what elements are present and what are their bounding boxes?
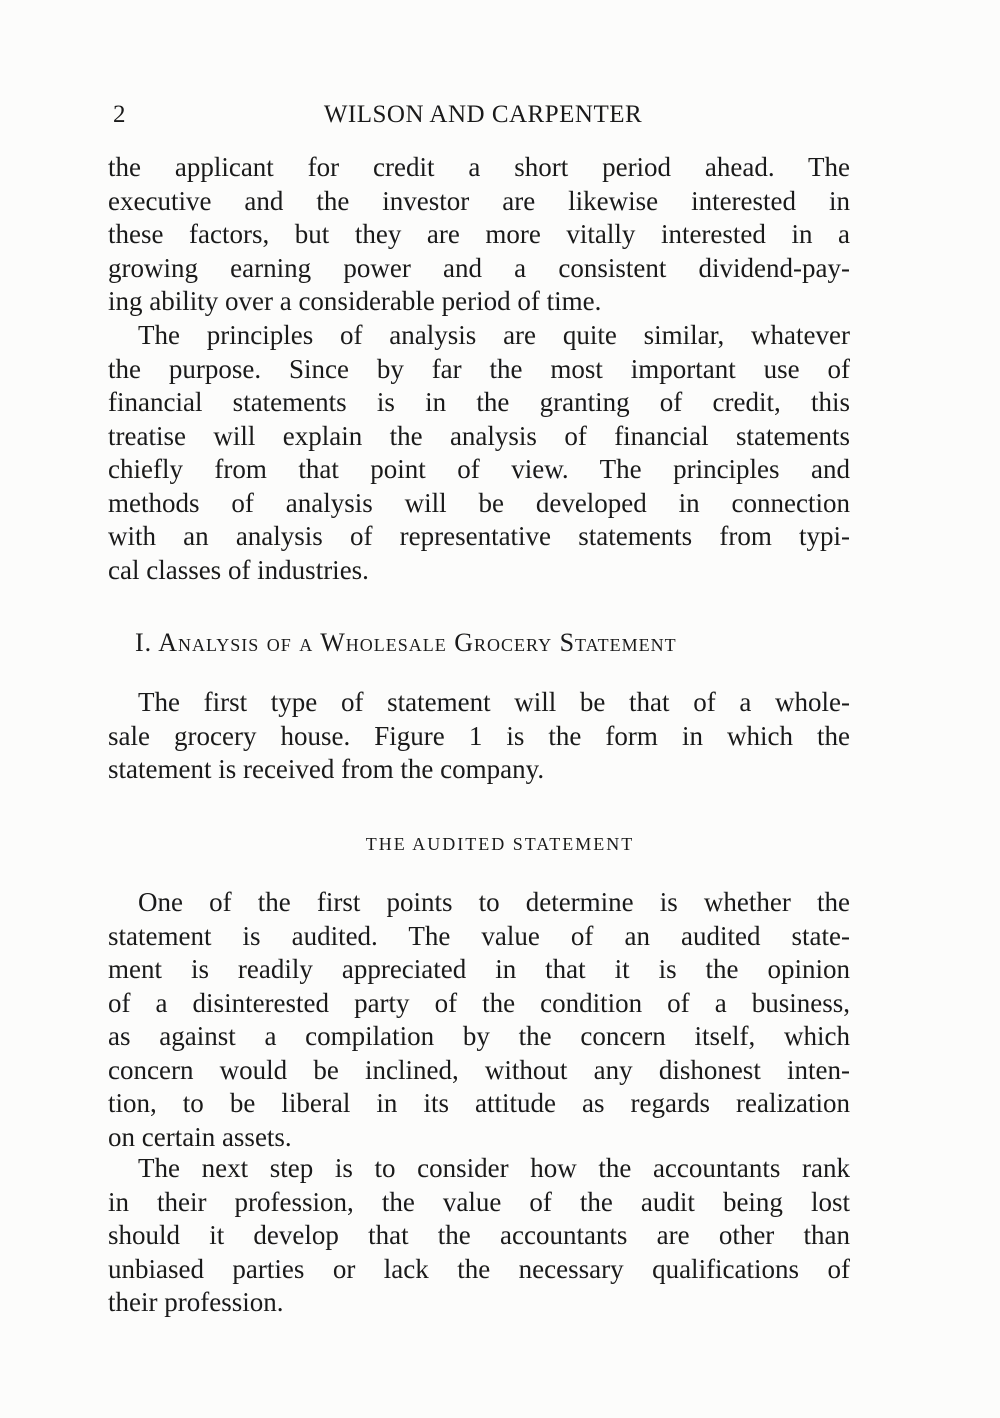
text-line: the purpose. Since by far the most important use of (108, 353, 850, 384)
text-line: ment is readily appreciated in that it is the opinion (108, 954, 850, 984)
text-line: should it develop that the accountants are other than (108, 1220, 850, 1250)
text-line: The first type of statement will be that of a whole- (138, 687, 850, 717)
text-line: of a disinterested party of the condition of a business, (108, 987, 850, 1018)
text-line: statement is received from the company. (108, 754, 545, 784)
text-line: chiefly from that point of view. The principles and (108, 454, 850, 484)
subheading: THE AUDITED STATEMENT (365, 834, 635, 854)
running-header (113, 98, 853, 132)
paragraph-3 (108, 686, 850, 787)
text-line: methods of analysis will be developed in connection (108, 487, 850, 518)
paragraph-2 (108, 319, 850, 587)
running-title: WILSON AND CARPENTER (323, 101, 643, 128)
text-line: cal classes of industries. (108, 554, 369, 585)
text-line: executive and the investor are likewise interested in (108, 185, 850, 216)
text-line: their profession. (108, 1287, 284, 1317)
text-line: with an analysis of representative statements from typi- (108, 521, 850, 551)
text-line: The next step is to consider how the accountants rank (138, 1153, 850, 1183)
text-line: treatise will explain the analysis of financial statements (108, 420, 850, 451)
text-line: financial statements is in the granting of credit, this (108, 387, 850, 417)
paragraph-5 (108, 1152, 850, 1320)
text-line: in their profession, the value of the audit being lost (108, 1186, 850, 1217)
text-line: statement is audited. The value of an audited state- (108, 920, 850, 951)
text-line: The principles of analysis are quite similar, whatever (138, 320, 850, 350)
text-line: unbiased parties or lack the necessary qualifications of (108, 1253, 850, 1284)
paragraph-1 (108, 151, 850, 319)
text-line: these factors, but they are more vitally interested in a (108, 219, 850, 249)
text-line: growing earning power and a consistent dividend-pay- (108, 252, 850, 283)
page-number: 2 (113, 101, 126, 128)
text-line: sale grocery house. Figure 1 is the form in which the (108, 720, 850, 751)
text-line: on certain assets. (108, 1121, 292, 1152)
text-line: concern would be inclined, without any dishonest inten- (108, 1054, 850, 1085)
text-line: tion, to be liberal in its attitude as regards realization (108, 1088, 850, 1118)
section-heading: I. Analysis of a Wholesale Grocery Statement (135, 628, 677, 657)
text-line: One of the first points to determine is whether the (138, 887, 850, 917)
text-line: ing ability over a considerable period of time. (108, 286, 602, 316)
paragraph-4 (108, 886, 850, 1154)
text-line: the applicant for credit a short period ahead. The (108, 152, 850, 182)
text-line: as against a compilation by the concern itself, which (108, 1021, 850, 1051)
